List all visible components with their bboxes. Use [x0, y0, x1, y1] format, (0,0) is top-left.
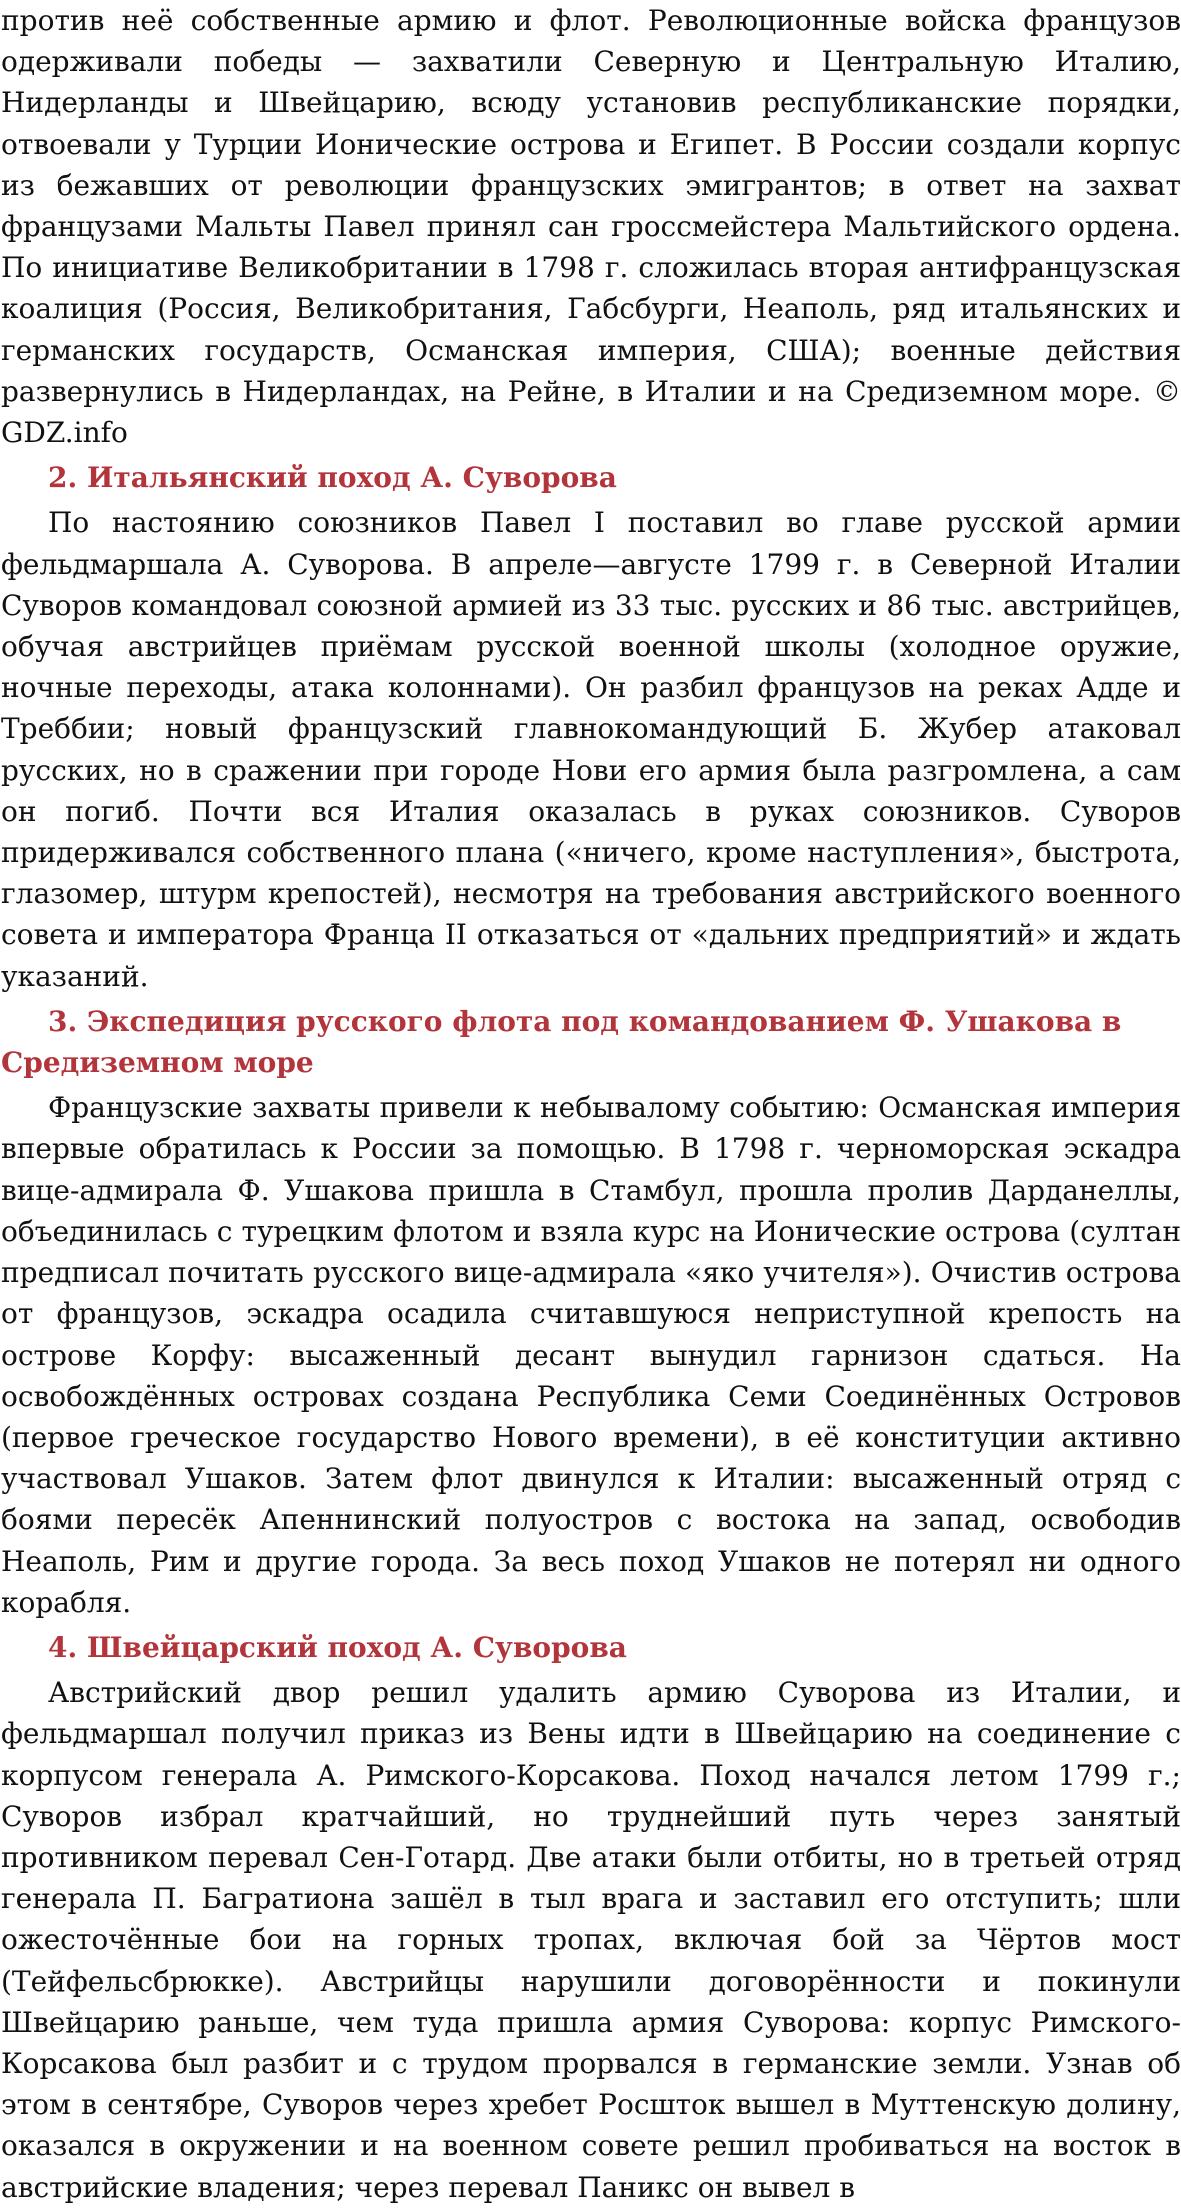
gdz-watermark-text: © GDZ.info	[1, 374, 1181, 450]
section-text-italian-campaign: По настоянию союзников Павел I поставил во главе русской армии фельдмаршала А. Суворова. В апреле—августе 1799 г. в Северной Италии Суворов командовал союзной армией из 33 тыс. русских и 86 тыс. австрийцев, обучая австрийцев приёмам русской военной школы (холодное оружие, ночные переходы, атака колоннами). Он разбил французов на реках Адде и Треббии; новый французский главнокомандующий Б. Жубер атаковал русских, но в сражении при городе Нови его армия была разгромлена, а сам он погиб. Почти вся Италия оказалась в руках союзников. Суворов придерживался собственного плана («ничего, кроме наступления», быстрота, глазомер, штурм крепостей), несмотря на требования австрийского военного совета и императора Франца II отказаться от «дальних предприятий» и ждать указаний.	[1, 506, 1181, 993]
intro-paragraph	[1, 0, 1181, 453]
section-text-swiss-campaign: Австрийский двор решил удалить армию Суворова из Италии, и фельдмаршал получил приказ из Вены идти в Швейцарию на соединение с корпусом генерала А. Римского-Корсакова. Поход начался летом 1799 г.; Суворов избрал кратчайший, но труднейший путь через занятый противником перевал Сен-Готард. Две атаки были отбиты, но в третьей отряд генерала П. Багратиона зашёл в тыл врага и заставил его отступить; шли ожесточённые бои на горных тропах, включая бой за Чёртов мост (Тейфельсбрюкке). Австрийцы нарушили договорённости и покинули Швейцарию раньше, чем туда пришла армия Суворова: корпус Римского-Корсакова был разбит и с трудом прорвался в германские земли. Узнав об этом в сентябре, Суворов через хребет Росшток вышел в Муттенскую долину, оказался в окружении и на военном совете решил пробиваться на восток в австрийские владения; через перевал Паникс он вывел в	[1, 1676, 1181, 2204]
section-heading-ushakov-expedition: 3. Экспедиция русского флота под командованием Ф. Ушакова в Средиземном море	[1, 1004, 1122, 1080]
section-heading-italian-campaign: 2. Итальянский поход А. Суворова	[48, 461, 617, 495]
intro-paragraph-text: против неё собственные армию и флот. Революционные войска французов одерживали победы — захватили Северную и Центральную Италию, Нидерланды и Швейцарию, всюду установив республиканские порядки, отвоевали у Турции Ионические острова и Египет. В России создали корпус из бежавших от революции французских эмигрантов; в ответ на захват французами Мальты Павел принял сан гроссмейстера Мальтийского ордена. По инициативе Великобритании в 1798 г. сложилась вторая антифранцузская коалиция (Россия, Великобритания, Габсбурги, Неаполь, ряд итальянских и германских государств, Османская империя, США); военные действия развернулись в Нидерландах, на Рейне, в Италии и на Средиземном море.	[1, 4, 1181, 408]
section-heading-swiss-campaign: 4. Швейцарский поход А. Суворова	[48, 1630, 627, 1664]
section-text-ushakov-expedition: Французские захваты привели к небывалому событию: Османская империя впервые обратилась к России за помощью. В 1798 г. черноморская эскадра вице-адмирала Ф. Ушакова пришла в Стамбул, прошла пролив Дарданеллы, объединилась с турецким флотом и взяла курс на Ионические острова (султан предписал почитать русского вице-адмирала «яко учителя»). Очистив острова от французов, эскадра осадила считавшуюся неприступной крепость на острове Корфу: высаженный десант вынудил гарнизон сдаться. На освобождённых островах создана Республика Семи Соединённых Островов (первое греческое государство Нового времени), в её конституции активно участвовал Ушаков. Затем флот двинулся к Италии: высаженный отряд с боями пересёк Апеннинский полуостров с востока на запад, освободив Неаполь, Рим и другие города. За весь поход Ушаков не потерял ни одного корабля.	[1, 1091, 1181, 1619]
